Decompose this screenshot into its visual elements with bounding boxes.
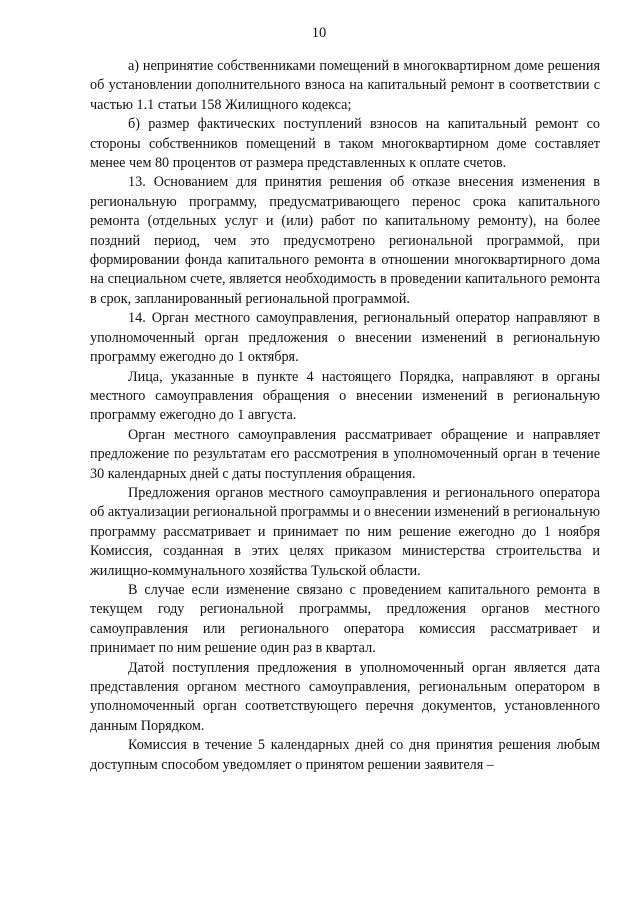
document-body [90, 57, 600, 775]
page-number: 10 [311, 25, 327, 41]
paragraph-13: 13. Основанием для принятия решения об отказе внесения изменения в региональную программу, предусматривающего перенос срока капитального ремонта (отдельных услуг и (или) работ по капитальному ремонту), на более поздний период, чем это предусмотрено региональной программой, при формировании фонда капитального ремонта в отношении многоквартирного дома на специальном счете, является необходимость в проведении капитального ремонта в срок, запланированный региональной программой. [90, 174, 600, 307]
paragraph-commission-review: Предложения органов местного самоуправления и регионального оператора об актуализации региональной программы и о внесении изменений в региональную программу рассматривает и принимает по ним решение ежегодно до 1 ноября Комиссия, созданная в этих целях приказом министерства строительства и жилищно-коммунального хозяйства Тульской области. [90, 484, 600, 579]
paragraph-local-authority: Орган местного самоуправления рассматривает обращение и направляет предложение по результатам его рассмотрения в уполномоченный орган в течение 30 календарных дней с даты поступления обращения. [90, 426, 600, 482]
paragraph-b: б) размер фактических поступлений взносов на капитальный ремонт со стороны собственников помещений в таком многоквартирном доме составляет менее чем 80 процентов от размера представленных к оплате счетов. [90, 116, 600, 172]
paragraph-persons: Лица, указанные в пункте 4 настоящего Порядка, направляют в органы местного самоуправления обращения о внесении изменений в региональную программу ежегодно до 1 августа. [90, 368, 600, 424]
paragraph-notification: Комиссия в течение 5 календарных дней со дня принятия решения любым доступным способом уведомляет о принятом решении заявителя – [90, 737, 600, 773]
paragraph-a: а) непринятие собственниками помещений в многоквартирном доме решения об установлении дополнительного взноса на капитальный ремонт в соответствии с частью 1.1 статьи 158 Жилищного кодекса; [90, 58, 600, 113]
paragraph-14: 14. Орган местного самоуправления, региональный оператор направляют в уполномоченный орган предложения о внесении изменений в региональную программу ежегодно до 1 октября. [90, 310, 600, 366]
paragraph-current-year: В случае если изменение связано с проведением капитального ремонта в текущем году региональной программы, предложения органов местного самоуправления или регионального оператора комиссия рассматривает и принимает по ним решение один раз в квартал. [90, 581, 600, 657]
paragraph-receipt-date: Датой поступления предложения в уполномоченный орган является дата представления органом местного самоуправления, региональным оператором в уполномоченный орган соответствующего перечня документов, установленного данным Порядком. [90, 659, 600, 734]
